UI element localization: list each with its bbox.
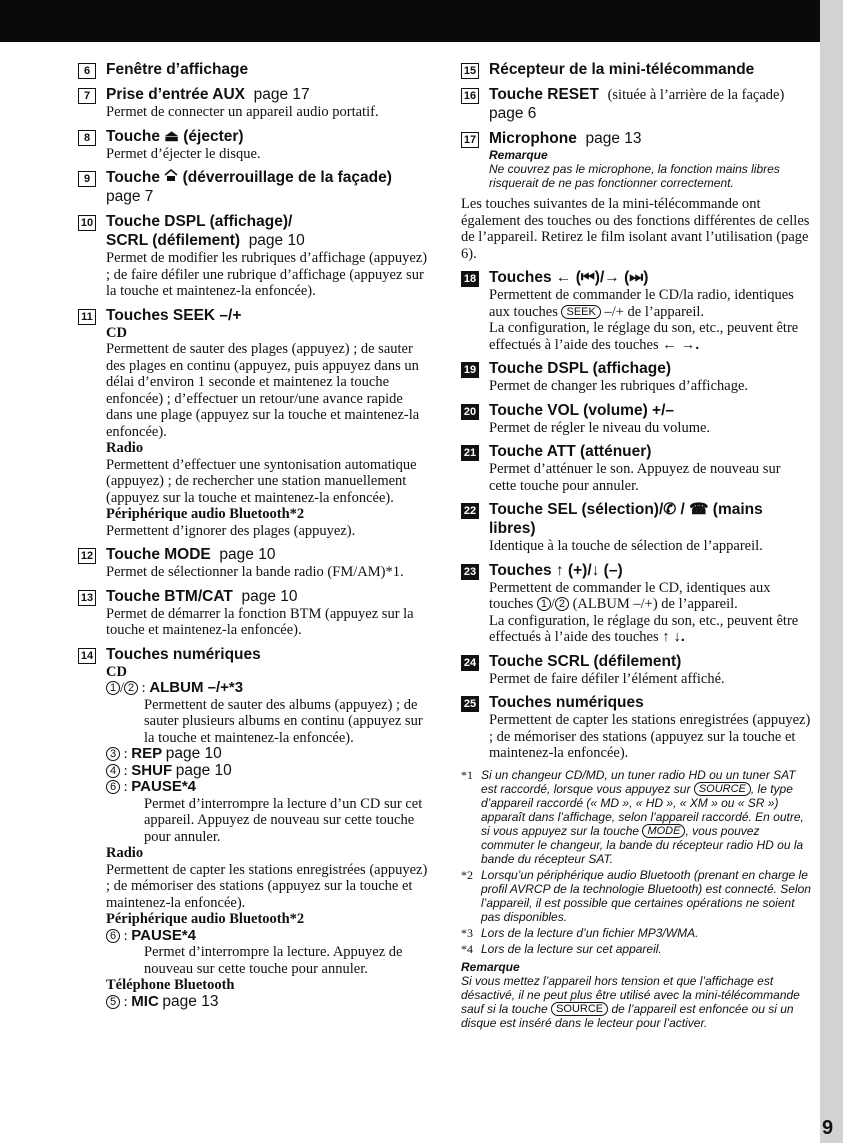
item-number: 15 bbox=[461, 63, 479, 79]
item-title: Récepteur de la mini-télécommande bbox=[489, 61, 755, 78]
page-ref: page 17 bbox=[253, 86, 310, 103]
footnote-mark: *4 bbox=[461, 941, 473, 956]
sub-label-radio: Radio bbox=[106, 845, 144, 861]
item-number: 13 bbox=[78, 590, 96, 606]
footnote-text: Si un changeur CD/MD, un tuner radio HD ou un tuner SAT est raccordé, lorsque vous appuyez sur bbox=[481, 767, 796, 796]
sub-label-bluetooth: Périphérique audio Bluetooth*2 bbox=[106, 506, 305, 522]
sub-desc-bluetooth: Permettent d’ignorer des plages (appuyez). bbox=[106, 522, 356, 539]
item-title: Touche bbox=[106, 127, 160, 145]
item-12 bbox=[78, 545, 428, 581]
sub-label-radio: Radio bbox=[106, 440, 144, 456]
page-ref: page 7 bbox=[106, 188, 154, 205]
pause-label: PAUSE*4 bbox=[131, 926, 197, 944]
item-number: 18 bbox=[461, 271, 479, 287]
key-3: 3 bbox=[106, 747, 120, 761]
right-column bbox=[461, 60, 811, 1030]
item-18 bbox=[461, 268, 811, 353]
item-title: Touche SCRL (défilement) bbox=[489, 652, 682, 670]
item-title-suffix: (mains libres) bbox=[489, 501, 763, 537]
item-desc: Permettent de capter les stations enregistrées (appuyez) ; de mémoriser des stations (appuyez sur la touche et maintenez-la enfoncée). bbox=[489, 712, 811, 761]
item-7 bbox=[78, 85, 428, 121]
key-1: 1 bbox=[537, 597, 551, 611]
intro-paragraph: Les touches suivantes de la mini-télécommande ont également des touches ou des fonctions différentes de celles de l’appareil. Retirez le film isolant avant l’utilisation (page 6). bbox=[461, 196, 810, 262]
item-6 bbox=[78, 60, 428, 79]
arrow-keys: ← →. bbox=[662, 336, 700, 353]
item-title: Touches ← (⏮)/→ (⏭) bbox=[489, 269, 649, 286]
item-24 bbox=[461, 652, 811, 688]
item-number: 8 bbox=[78, 130, 96, 146]
phone-icon: ✆ / ☎ bbox=[663, 501, 709, 518]
key-2: 2 bbox=[555, 597, 569, 611]
item-number: 19 bbox=[461, 362, 479, 378]
source-key: SOURCE bbox=[694, 782, 751, 796]
item-19 bbox=[461, 359, 811, 395]
item-desc: Permet de modifier les rubriques d’affichage (appuyez) ; de faire défiler une rubrique d’affichage (appuyez sur la touche et maintenez-la enfoncée). bbox=[106, 250, 428, 299]
pause-desc: Permet d’interrompre la lecture. Appuyez de nouveau sur cette touche pour annuler. bbox=[144, 944, 403, 977]
sub-desc-cd: Permettent de sauter des plages (appuyez) ; de sauter des plages en continu (appuyez, puis appuyez dans un délai d’environ 1 seconde et maintenez la touche enfoncée) ; d’effectuer un retour/une avance rapide dans une plage (appuyez sur la touche et maintenez-la enfoncée). bbox=[106, 341, 420, 440]
item-number: 23 bbox=[461, 564, 479, 580]
key-5: 5 bbox=[106, 995, 120, 1009]
item-number: 20 bbox=[461, 404, 479, 420]
item-title: Fenêtre d’affichage bbox=[106, 61, 249, 78]
item-21 bbox=[461, 442, 811, 494]
remark-text: Ne couvrez pas le microphone, la fonction mains libres risquerait de ne pas fonctionner correctement. bbox=[489, 162, 780, 190]
sub-label-phone: Téléphone Bluetooth bbox=[106, 977, 235, 993]
footnote-text: Lors de la lecture sur cet appareil. bbox=[481, 941, 662, 956]
item-number: 16 bbox=[461, 88, 479, 104]
key-4: 4 bbox=[106, 764, 120, 778]
item-desc: Permet de régler le niveau du volume. bbox=[489, 419, 711, 436]
item-15 bbox=[461, 60, 811, 79]
item-number: 21 bbox=[461, 445, 479, 461]
header-bar bbox=[0, 0, 820, 42]
remark-text-a: Si vous mettez l’appareil hors tension et que l’affichage est désactivé, il ne peut plus être utilisé avec la mini-télécommande sauf si la touche bbox=[461, 973, 800, 1016]
item-title-line2: SCRL (défilement) bbox=[106, 232, 241, 249]
item-desc: Permet de faire défiler l’élément affiché. bbox=[489, 670, 725, 687]
page-ref: page 10 bbox=[175, 761, 232, 779]
seek-key: SEEK bbox=[561, 305, 600, 319]
sub-desc-radio: Permettent d’effectuer une syntonisation automatique (appuyez) ; de rechercher une station manuellement (appuyez sur la touche et maintenez-la enfoncée). bbox=[106, 456, 417, 506]
sub-label-cd: CD bbox=[106, 324, 127, 341]
page-ref: page 10 bbox=[219, 546, 276, 563]
page-ref: page 13 bbox=[162, 992, 219, 1010]
item-desc: Permet d’éjecter le disque. bbox=[106, 145, 261, 162]
album-label: ALBUM –/+*3 bbox=[149, 679, 244, 696]
key-1: 1 bbox=[106, 681, 120, 695]
item-number: 7 bbox=[78, 88, 96, 104]
eject-icon: ⏏ bbox=[164, 127, 179, 145]
footnote-1 bbox=[461, 768, 811, 866]
footnote-text-end: , vous pouvez commuter le changeur, la bande du récepteur radio HD ou la bande du récepteur SAT. bbox=[481, 823, 804, 866]
item-number: 10 bbox=[78, 215, 96, 231]
item-desc-cont: –/+ de l’appareil. bbox=[604, 303, 705, 320]
mode-key: MODE bbox=[642, 824, 685, 838]
footnote-text: Lorsqu’un périphérique audio Bluetooth (prenant en charge le profil AVRCP de la technologie Bluetooth) est connecté. Selon l’appareil, il est possible que certaines opérations ne soient pas disponibles. bbox=[481, 867, 811, 924]
footnote-2 bbox=[461, 868, 811, 924]
item-13 bbox=[78, 587, 428, 639]
item-desc: Permet de démarrer la fonction BTM (appuyez sur la touche et maintenez-la enfoncée). bbox=[106, 605, 414, 638]
item-number: 24 bbox=[461, 655, 479, 671]
item-title: Touche ATT (atténuer) bbox=[489, 443, 652, 460]
item-title: Touche RESET bbox=[489, 86, 599, 103]
item-22 bbox=[461, 500, 811, 555]
key-6: 6 bbox=[106, 929, 120, 943]
item-title-suffix: (éjecter) bbox=[183, 127, 244, 145]
item-16 bbox=[461, 85, 811, 123]
item-9 bbox=[78, 168, 428, 206]
remark-heading: Remarque bbox=[461, 959, 520, 974]
arrow-keys: ↑ ↓. bbox=[662, 629, 685, 645]
item-title: Touche bbox=[106, 169, 160, 186]
sub-label-cd: CD bbox=[106, 663, 127, 680]
item-desc: Permet de changer les rubriques d’affichage. bbox=[489, 378, 749, 394]
sub-label-bluetooth: Périphérique audio Bluetooth*2 bbox=[106, 911, 305, 927]
item-title: Touches numériques bbox=[489, 694, 644, 711]
footnote-3 bbox=[461, 926, 811, 940]
page-ref: page 10 bbox=[241, 587, 298, 605]
item-desc: Permettent de commander le CD, identiques aux touches bbox=[489, 579, 771, 612]
page-number: 9 bbox=[822, 1117, 834, 1139]
item-note: (située à l’arrière de la façade) bbox=[607, 87, 785, 103]
key-6: 6 bbox=[106, 780, 120, 794]
item-desc-2: La configuration, le réglage du son, etc., peuvent être effectués à l’aide des touches bbox=[489, 612, 799, 645]
page-ref: page 13 bbox=[585, 130, 642, 147]
item-title: Prise d’entrée AUX bbox=[106, 86, 245, 103]
mic-label: MIC bbox=[131, 992, 159, 1010]
pause-desc: Permet d’interrompre la lecture d’un CD sur cet appareil. Appuyez de nouveau sur cette touche pour annuler. bbox=[144, 795, 423, 845]
remark-heading: Remarque bbox=[489, 148, 548, 162]
item-title: Touche BTM/CAT bbox=[106, 587, 233, 605]
item-title-suffix: (déverrouillage de la façade) bbox=[182, 169, 392, 186]
item-title: Touches numériques bbox=[106, 645, 261, 663]
item-title: Microphone bbox=[489, 130, 577, 147]
remark-text-b: de l’appareil est enfoncée ou si un disque est inséré dans le lecteur pour l’activer. bbox=[461, 1001, 794, 1030]
page-ref: page 10 bbox=[165, 745, 222, 762]
item-desc: Permet d’atténuer le son. Appuyez de nouveau sur cette touche pour annuler. bbox=[489, 461, 781, 494]
source-key: SOURCE bbox=[551, 1002, 608, 1016]
album-desc: Permettent de sauter des albums (appuyez) ; de sauter plusieurs albums en continu (appuyez sur la touche et maintenez-la enfoncée). bbox=[144, 696, 423, 746]
left-column bbox=[78, 60, 428, 1016]
item-number: 25 bbox=[461, 696, 479, 712]
rep-label: REP bbox=[131, 745, 163, 762]
footnote-mark: *3 bbox=[461, 925, 473, 940]
item-title: Touche SEL (sélection)/ bbox=[489, 501, 664, 518]
item-number: 17 bbox=[461, 132, 479, 148]
footnote-4 bbox=[461, 942, 811, 956]
item-11 bbox=[78, 306, 428, 540]
page-ref: page 10 bbox=[248, 232, 305, 249]
item-title: Touche DSPL (affichage)/ bbox=[106, 213, 293, 230]
shuf-label: SHUF bbox=[131, 761, 173, 779]
item-number: 9 bbox=[78, 171, 96, 187]
item-14: 14 Touches numériques CD 1 / 2 : ALBUM –/+*3 Permettent de sauter des albums (appuyez) ; de sauter plusieurs albums en continu (appuyez sur la touche et maintenez-la enfoncée). 3 : REP page 10 4 : SHUF page 10 6 : PAUSE*4 Permet d’interrompre la lecture d’un CD sur cet appareil. Appuyez de nouveau sur cette touche pour annuler. Radio Permettent de capter les stations enregistrées (appuyez) ; de mémoriser des stations (appuyez sur la touche et maintenez-la enfoncée). Périphérique audio Bluetooth*2 6 : PAUSE*4 Permet d’interrompre la lecture. Appuyez de nouveau sur cette touche pour annuler. Téléphone Bluetooth 5 : MIC page 13 bbox=[78, 645, 428, 1011]
item-number: 14 bbox=[78, 648, 96, 664]
item-number: 12 bbox=[78, 548, 96, 564]
item-desc: Permettent de commander le CD/la radio, identiques aux touches bbox=[489, 287, 794, 320]
item-title: Touche VOL (volume) +/– bbox=[489, 401, 675, 419]
item-desc: Permet de connecter un appareil audio portatif. bbox=[106, 104, 379, 120]
item-8 bbox=[78, 127, 428, 163]
page-edge-strip bbox=[820, 0, 843, 1143]
page-ref: page 6 bbox=[489, 105, 537, 122]
item-desc-cont: (ALBUM –/+) de l’appareil. bbox=[572, 596, 738, 612]
item-25 bbox=[461, 693, 811, 762]
footnote-mark: *1 bbox=[461, 767, 473, 782]
item-desc: Identique à la touche de sélection de l’appareil. bbox=[489, 538, 763, 554]
item-title: Touches ↑ (+)/↓ (–) bbox=[489, 561, 623, 579]
footnote-text: Lors de la lecture d’un fichier MP3/WMA. bbox=[481, 925, 699, 940]
item-17 bbox=[461, 129, 811, 190]
item-number: 6 bbox=[78, 63, 96, 79]
item-number: 22 bbox=[461, 503, 479, 519]
item-20 bbox=[461, 401, 811, 437]
item-23: 23 Touches ↑ (+)/↓ (–) Permettent de commander le CD, identiques aux touches 1 / 2 (ALBUM –/+) de l’appareil. La configuration, le réglage du son, etc., peuvent être effectués à l’aide des touches ↑ ↓. bbox=[461, 561, 811, 646]
item-title: Touche MODE bbox=[106, 546, 211, 563]
release-icon bbox=[164, 169, 178, 186]
item-10 bbox=[78, 212, 428, 300]
footnote-mark: *2 bbox=[461, 867, 473, 882]
sub-desc-radio: Permettent de capter les stations enregistrées (appuyez) ; de mémoriser des stations (appuyez sur la touche et maintenez-la enfoncée). bbox=[106, 861, 428, 911]
item-number: 11 bbox=[78, 309, 96, 325]
footnote-text-cont: , le type d’appareil raccordé (« MD », « HD », « XM » ou « SR ») apparaît dans l’affichage, selon l’appareil raccordé. En outre, si vous appuyez sur la touche bbox=[481, 781, 804, 838]
remark-text bbox=[461, 974, 811, 1030]
item-desc: Permet de sélectionner la bande radio (FM/AM)*1. bbox=[106, 564, 404, 580]
item-title: Touches SEEK –/+ bbox=[106, 306, 242, 324]
item-desc-2: La configuration, le réglage du son, etc., peuvent être effectués à l’aide des touches bbox=[489, 320, 799, 353]
item-title: Touche DSPL (affichage) bbox=[489, 360, 672, 377]
key-2: 2 bbox=[124, 681, 138, 695]
pause-label: PAUSE*4 bbox=[131, 778, 197, 795]
